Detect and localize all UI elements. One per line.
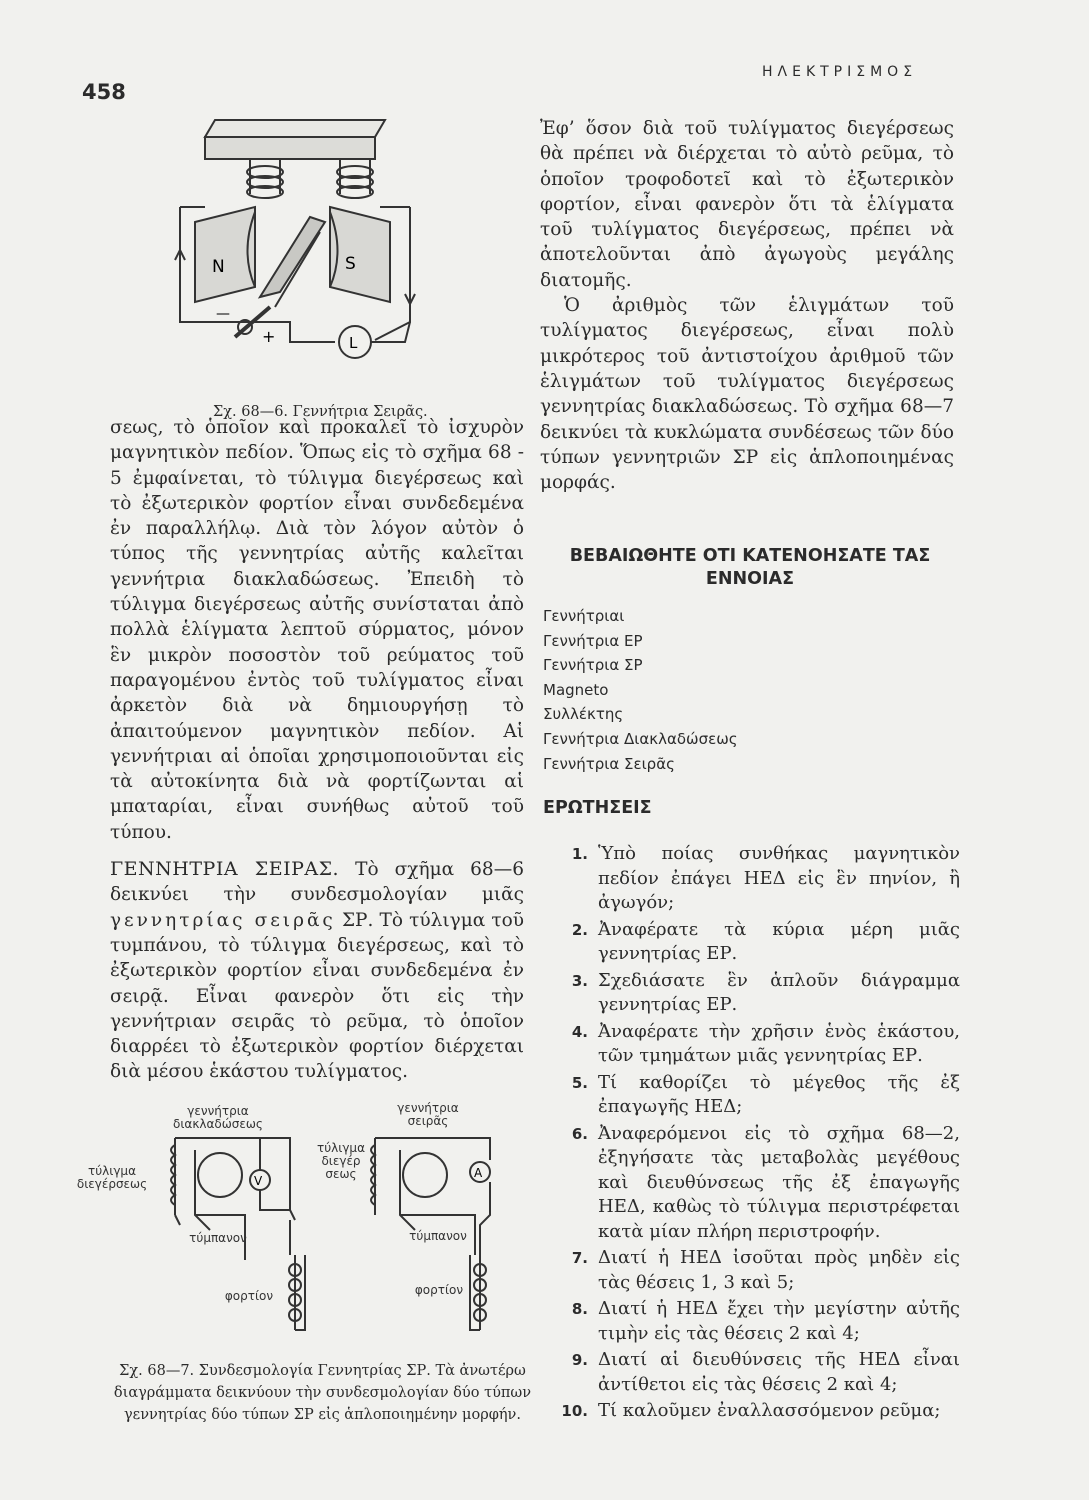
concepts-list — [543, 604, 738, 776]
question-text: Διατί ἡ ΗΕΔ ἰσοῦται πρὸς μηδὲν εἰς τὰς θέσεις 1, 3 καὶ 5; — [598, 1247, 960, 1293]
question-item — [540, 1071, 960, 1120]
concept-item: Συλλέκτης — [543, 705, 624, 724]
minus-terminal-label: — — [216, 306, 230, 322]
plus-terminal-label: + — [262, 327, 276, 346]
question-number: 1. — [571, 845, 588, 863]
question-text: Τί καλοῦμεν ἐναλλασσόμενον ρεῦμα; — [598, 1400, 941, 1421]
question-item — [540, 1246, 960, 1295]
left-paragraph-2-part-a: Τὸ σχῆμα 68—6 δεικνύει τὴν συνδεσμολογίαν μιᾶς — [110, 859, 524, 906]
armature-right-label: τύμπανον — [409, 1229, 467, 1243]
question-number: 6. — [571, 1124, 588, 1143]
figure-68-6-caption: Σχ. 68—6. Γεννήτρια Σειρᾶς. — [213, 404, 428, 420]
question-number: 8. — [571, 1300, 588, 1318]
question-item — [540, 1399, 960, 1424]
concept-item: Magneto — [543, 680, 609, 699]
series-generator-section-title: ΓΕΝΝΗΤΡΙΑ ΣΕΙΡΑΣ. — [110, 858, 340, 881]
concept-item: Γεννήτρια ΣΡ — [543, 656, 643, 675]
running-head: ΗΛΕΚΤΡΙΣΜΟΣ — [762, 64, 918, 80]
question-number: 7. — [571, 1249, 588, 1267]
load-left-label: φορτίον — [224, 1289, 274, 1303]
voltmeter-symbol: V — [254, 1174, 263, 1188]
question-text: Ἀναφέρατε τὰ κύρια μέρη μιᾶς γεννητρίας ΕΡ. — [598, 918, 960, 964]
shunt-generator-title: γεννήτρια διακλαδώσεως — [173, 1104, 263, 1131]
right-paragraph-1: Ἐφ’ ὅσον διὰ τοῦ τυλίγματος διεγέρσεως θὰ πρέπει νὰ διέρχεται τὸ αὐτὸ ρεῦμα, τὸ ὁποῖον τροφοδοτεῖ καὶ τὸ ἐξωτερικὸν φορτίον, εἶναι φανερὸν ὅτι τὰ ἑλίγματα τοῦ τυλίγματος διεγέρσεως, πρέπει νὰ ἀποτελοῦνται ἀπὸ ἀγωγοὺς μεγάλης διατομῆς. — [540, 118, 954, 291]
field-winding-right-label: τύλιγμα διεγέρ σεως — [317, 1141, 365, 1181]
right-paragraph-2: Ὁ ἀριθμὸς τῶν ἑλιγμάτων τοῦ τυλίγματος διεγέρσεως, εἶναι πολὺ μικρότερος τοῦ ἀντιστοίχου ἀριθμοῦ τῶν ἑλιγμάτων τοῦ τυλίγματος διεγέρσεως γεννητρίας διακλαδώσεως. Τὸ σχῆμα 68—7 δεικνύει τὰ κυκλώματα συνδέσεως τῶν δύο τύπων γεννητριῶν ΣΡ εἰς ἁπλοποιημένας μορφάς. — [540, 295, 954, 494]
series-generator-title: γεννήτρια σειρᾶς — [397, 1101, 459, 1128]
figure-68-7-caption-text: Συνδεσμολογία Γεννητρίας ΣΡ. Τὰ ἀνωτέρω διαγράμματα δεικνύουν τὴν συνδεσμολογίαν δύο τύπων γεννητρίας δύο τύπων ΣΡ εἰς ἁπλοποιημένην μορφήν. — [113, 1363, 532, 1423]
concept-item: Γεννήτριαι — [543, 607, 625, 625]
question-text: Σχεδιάσατε ἓν ἁπλοῦν διάγραμμα γεννητρίας ΕΡ. — [598, 969, 960, 1015]
left-paragraph-2-spaced: γεννητρίας σειρᾶς — [110, 909, 336, 931]
field-winding-left-label: τύλιγμα διεγέρσεως — [76, 1164, 148, 1191]
left-paragraph-2 — [110, 857, 524, 1085]
concept-item: Γεννήτρια ΕΡ — [543, 631, 643, 650]
figure-68-7-caption-lead: Σχ. 68—7. — [119, 1363, 195, 1379]
question-text: Διατί ἡ ΗΕΔ ἔχει τὴν μεγίστην αὐτῆς τιμὴν εἰς τὰς θέσεις 2 καὶ 4; — [598, 1298, 960, 1344]
generator-circuit-diagrams — [150, 1130, 510, 1350]
question-text: Διατί αἱ διευθύνσεις τῆς ΗΕΔ εἶναι ἀντίθετοι εἰς τὰς θέσεις 2 καὶ 4; — [598, 1349, 960, 1395]
north-pole-label: N — [212, 257, 225, 277]
right-column — [540, 116, 954, 495]
figure-68-7-caption — [105, 1360, 540, 1426]
question-text: Ἀναφερόμενοι εἰς τὸ σχῆμα 68—2, ἐξηγήσατε τὰς μεταβολὰς μεγέθους καὶ διευθύνσεως τῆς ἐξ ἐπαγωγῆς ΗΕΔ, καθὼς τὸ τύλιγμα περιστρέφεται κατὰ μίαν πλήρη περιστροφήν. — [598, 1122, 960, 1242]
question-number: 5. — [571, 1073, 588, 1092]
left-paragraph-1: σεως, τὸ ὁποῖον καὶ προκαλεῖ τὸ ἰσχυρὸν μαγνητικὸν πεδίον. Ὅπως εἰς τὸ σχῆμα 68 - 5 ἐμφαίνεται, τὸ τύλιγμα διεγέρσεως καὶ τὸ ἐξωτερικὸν φορτίον εἶναι συνδεδεμένα ἐν παραλλήλῳ. Διὰ τὸν λόγον αὐτὸν ὁ τύπος τῆς γεννητρίας αὐτῆς καλεῖται γεννήτρια διακλαδώσεως. Ἐπειδὴ τὸ τύλιγμα διεγέρσεως αὐτῆς συνίσταται ἀπὸ πολλὰ ἑλίγματα λεπτοῦ σύρματος, μόνον ἓν μικρὸν ποσοστὸν τοῦ ρεύματος τοῦ παραγομένου ἐντὸς τοῦ τυλίγματος εἶναι ἀρκετὸν διὰ νὰ δημιουργήσῃ τὸ ἀπαιτούμενον μαγνητικὸν πεδίον. Αἱ γεννήτριαι αἱ ὁποῖαι χρησιμοποιοῦνται εἰς τὰ αὐτοκίνητα διὰ νὰ φορτίζωνται αἱ μπαταρίαι, εἶναι συνήθως αὐτοῦ τοῦ τύπου. — [110, 417, 524, 843]
page-number: 458 — [82, 80, 126, 104]
question-number: 3. — [571, 971, 588, 990]
question-number: 10. — [561, 1402, 588, 1420]
left-column — [110, 415, 524, 1085]
question-item — [540, 1020, 960, 1069]
question-number: 9. — [571, 1351, 588, 1369]
question-number: 2. — [571, 920, 588, 939]
series-generator-illustration — [150, 112, 440, 397]
question-item — [540, 1122, 960, 1245]
questions-heading: ΕΡΩΤΗΣΕΙΣ — [543, 798, 652, 818]
question-text: Ἀναφέρατε τὴν χρῆσιν ἑνὸς ἑκάστου, τῶν τμημάτων μιᾶς γεννητρίας ΕΡ. — [598, 1020, 960, 1066]
question-item — [540, 969, 960, 1018]
armature-left-label: τύμπανον — [189, 1231, 247, 1245]
concept-item: Γεννήτρια Διακλαδώσεως — [543, 729, 738, 748]
left-paragraph-2-part-b: ΣΡ. Τὸ τύλιγμα τοῦ τυμπάνου, τὸ τύλιγμα διεγέρσεως, καὶ τὸ ἐξωτερικὸν φορτίον εἶναι συνδεδεμένα ἐν σειρᾷ. Εἶναι φανερὸν ὅτι εἰς τὴν γεννήτριαν σειρᾶς τὸ ρεῦμα, τὸ ὁποῖον διαρρέει τὸ ἐξωτερικὸν φορτίον διέρχεται διὰ μέσου ἑκάστου τυλίγματος. — [110, 909, 524, 1083]
question-item — [540, 842, 960, 916]
load-label: L — [349, 334, 358, 352]
question-text: Ὑπὸ ποίας συνθήκας μαγνητικὸν πεδίον ἐπάγει ΗΕΔ εἰς ἓν πηνίον, ἢ ἀγωγόν; — [598, 843, 960, 913]
question-number: 4. — [571, 1022, 588, 1041]
question-item — [540, 1297, 960, 1346]
south-pole-label: S — [345, 254, 356, 274]
load-right-label: φορτίον — [414, 1283, 464, 1297]
concept-item: Γεννήτρια Σειρᾶς — [543, 754, 675, 773]
questions-list — [540, 842, 960, 1426]
review-heading: ΒΕΒΑΙΩΘΗΤΕ ΟΤΙ ΚΑΤΕΝΟΗΣΑΤΕ ΤΑΣ ΕΝΝΟΙΑΣ — [569, 546, 931, 589]
question-text: Τί καθορίζει τὸ μέγεθος τῆς ἐξ ἐπαγωγῆς ΗΕΔ; — [598, 1071, 960, 1117]
question-item — [540, 1348, 960, 1397]
ammeter-symbol: A — [474, 1166, 483, 1180]
question-item — [540, 918, 960, 967]
